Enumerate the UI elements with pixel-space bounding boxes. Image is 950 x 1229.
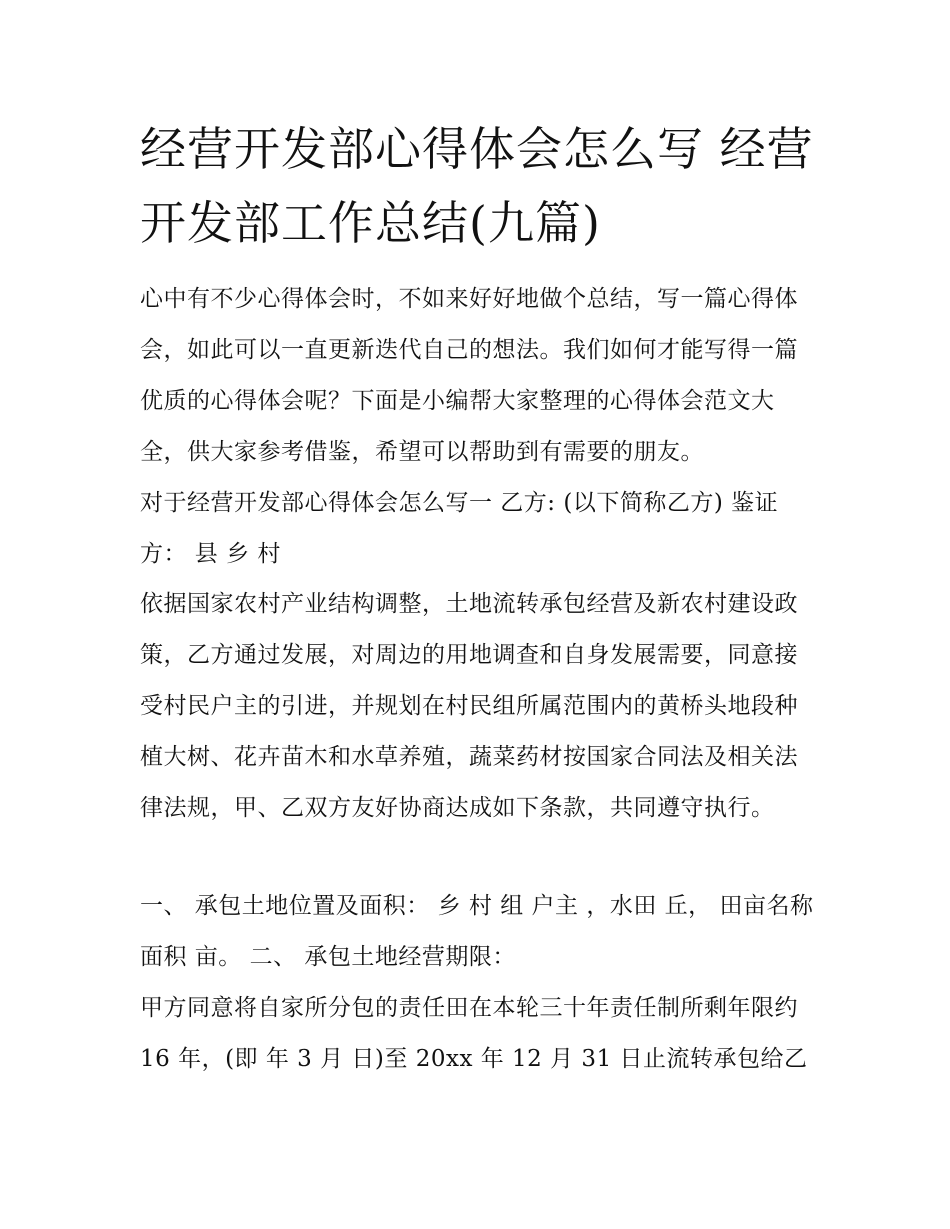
intro-paragraph: 心中有不少心得体会时，不如来好好地做个总结，写一篇心得体会，如此可以一直更新迭代自己的想法。我们如何才能写得一篇优质的心得体会呢？下面是小编帮大家整理的心得体会范文大全，供大家参考借鉴，希望可以帮助到有需要的朋友。 — [140, 286, 798, 465]
document-title: 经营开发部心得体会怎么写 经营开发部工作总结(九篇) — [140, 122, 814, 250]
lease-term-paragraph: 甲方同意将自家所分包的责任田在本轮三十年责任制所剩年限约 16 年，(即 年 3 月 日)至 20xx 年 12 月 31 日止流转承包给乙 — [140, 995, 808, 1072]
land-location-paragraph: 一、 承包土地位置及面积： 乡 村 组 户主 ，水田 丘， 田亩名称 面积 亩。 二、 承包土地经营期限： — [140, 893, 814, 970]
contract-basis-paragraph: 依据国家农村产业结构调整，土地流转承包经营及新农村建设政策，乙方通过发展，对周边的用地调查和自身发展需要，同意接受村民户主的引进，并规划在村民组所属范围内的黄桥头地段种植大树、花卉苗木和水草养殖，蔬菜药材按国家合同法及相关法律法规，甲、乙双方友好协商达成如下条款，共同遵守执行。 — [140, 591, 798, 821]
contract-parties-paragraph: 对于经营开发部心得体会怎么写一 乙方: (以下简称乙方) 鉴证方： 县 乡 村 — [140, 490, 779, 567]
